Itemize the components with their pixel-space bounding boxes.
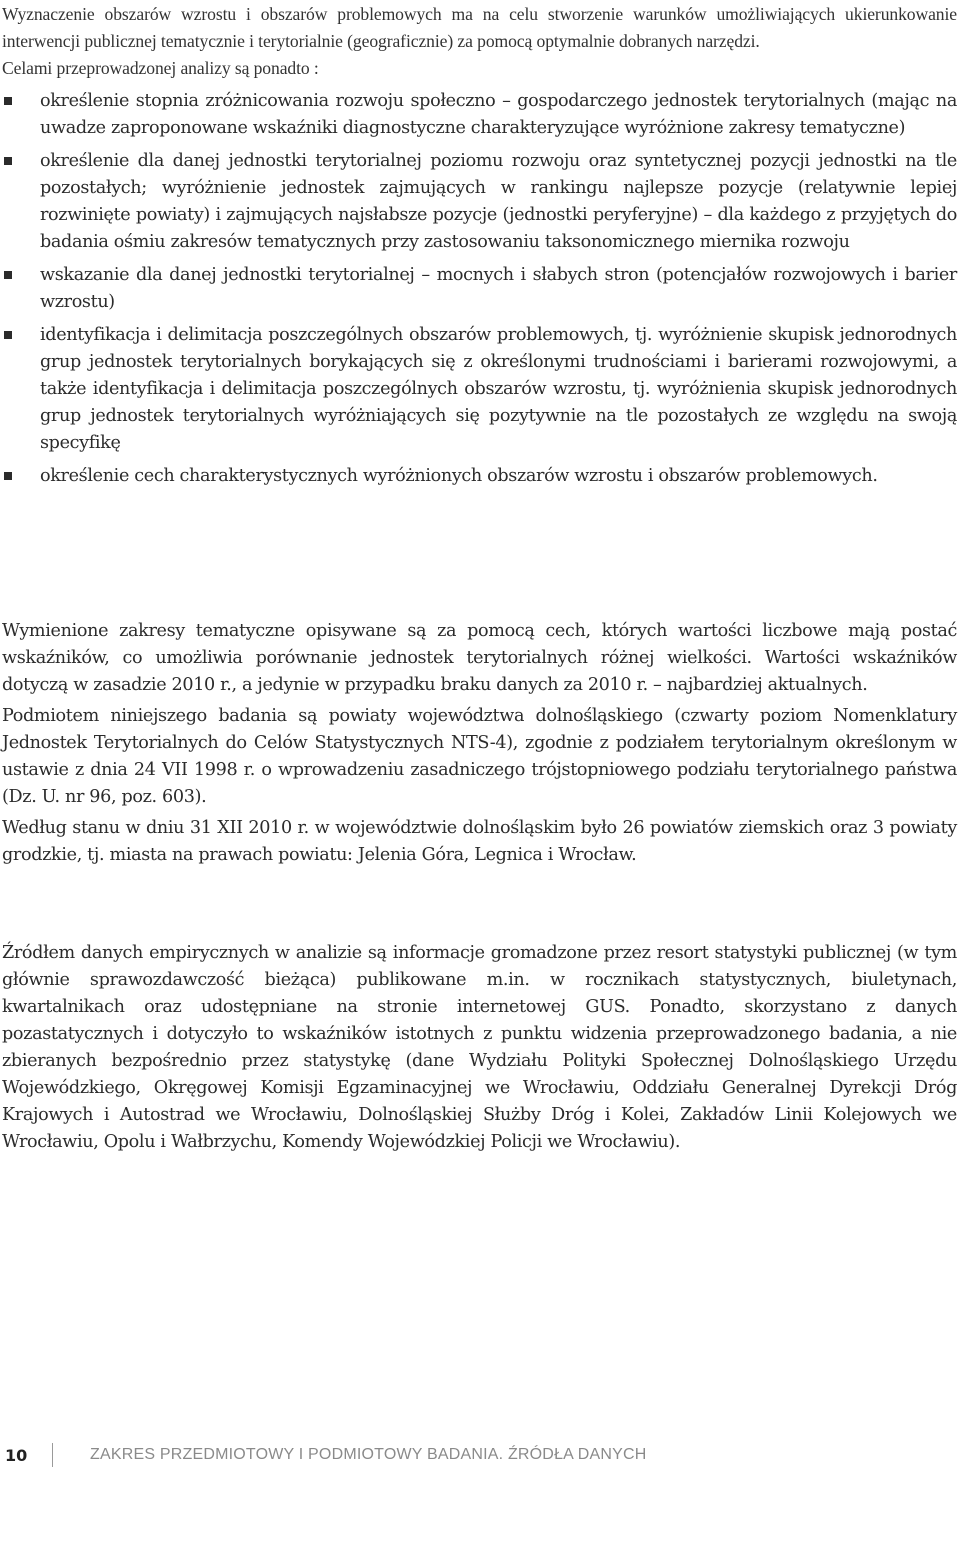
list-item-text: wskazanie dla danej jednostki terytorialnej – mocnych i słabych stron (potencjałów rozwojowych i barier wzrostu) xyxy=(40,265,957,312)
list-item xyxy=(2,148,957,256)
list-item-text: określenie cech charakterystycznych wyróżnionych obszarów wzrostu i obszarów problemowych. xyxy=(40,466,878,486)
counties-paragraph: Według stanu w dniu 31 XII 2010 r. w województwie dolnośląskim było 26 powiatów ziemskich oraz 3 powiaty grodzkie, tj. miasta na prawach powiatu: Jelenia Góra, Legnica i Wrocław. xyxy=(2,818,957,865)
square-bullet-icon xyxy=(4,157,12,165)
goals-list xyxy=(2,88,957,490)
page-number: 10 xyxy=(5,1446,28,1465)
list-item xyxy=(2,463,957,490)
footer-divider xyxy=(52,1443,53,1467)
sources-paragraph: Źródłem danych empirycznych w analizie są informacje gromadzone przez resort statystyki publicznej (w tym głównie sprawozdawczość bieżąca) publikowane m.in. w rocznikach statystycznych, biuletynach, kwartalnikach oraz udostępniane na stronie internetowej GUS. Ponadto, skorzystano z danych pozastatycznych i dotyczyło to wskaźników istotnych z punktu widzenia przeprowadzonego badania, a nie zbieranych bezpośrednio przez statystykę (dane Wydziału Polityki Społecznej Dolnośląskiego Urzędu Wojewódzkiego, Okręgowej Komisji Egzaminacyjnej we Wrocławiu, Oddziału Generalnej Dyrekcji Dróg Krajowych i Autostrad we Wrocławiu, Dolnośląskiej Służby Dróg i Kolei, Zakładów Linii Kolejowych we Wrocławiu, Opolu i Wałbrzychu, Komendy Wojewódzkiej Policji we Wrocławiu). xyxy=(2,943,957,1152)
intro-paragraph: Wyznaczenie obszarów wzrostu i obszarów problemowych ma na celu stworzenie warunków umożliwiających ukierunkowanie interwencji publicznej tematycznie i terytorialnie (geograficznie) za pomocą optymalnie dobranych narzędzi. xyxy=(2,4,957,51)
list-item xyxy=(2,262,957,316)
list-item xyxy=(2,322,957,457)
indicators-paragraph: Wymienione zakresy tematyczne opisywane są za pomocą cech, których wartości liczbowe mają postać wskaźników, co umożliwia porównanie jednostek terytorialnych różnej wielkości. Wartości wskaźników dotyczą w zasadzie 2010 r., a jedynie w przypadku braku danych za 2010 r. – najbardziej aktualnych. xyxy=(2,621,957,695)
list-item-text: określenie dla danej jednostki terytorialnej poziomu rozwoju oraz syntetycznej pozycji jednostki na tle pozostałych; wyróżnienie jednostek zajmujących w rankingu najlepsze pozycje (relatywnie lepiej rozwinięte powiaty) i zajmujących najsłabsze pozycje (jednostki peryferyjne) – dla każdego z przyjętych do badania ośmiu zakresów tematycznych przy zastosowaniu taksonomicznego miernika rozwoju xyxy=(40,151,957,252)
square-bullet-icon xyxy=(4,331,12,339)
subject-paragraph: Podmiotem niniejszego badania są powiaty województwa dolnośląskiego (czwarty poziom Nomenklatury Jednostek Terytorialnych do Celów Statystycznych NTS-4), zgodnie z podziałem terytorialnym określonym w ustawie z dnia 24 VII 1998 r. o wprowadzeniu zasadniczego trójstopniowego podziału terytorialnego państwa (Dz. U. nr 96, poz. 603). xyxy=(2,706,957,807)
intro-section xyxy=(2,1,957,496)
sources-section xyxy=(2,940,957,1156)
square-bullet-icon xyxy=(4,97,12,105)
goals-lead: Celami przeprowadzonej analizy są ponadto : xyxy=(2,58,319,78)
footer-section-title: ZAKRES PRZEDMIOTOWY I PODMIOTOWY BADANIA. ŹRÓDŁA DANYCH xyxy=(90,1446,647,1463)
list-item xyxy=(2,88,957,142)
square-bullet-icon xyxy=(4,472,12,480)
list-item-text: identyfikacja i delimitacja poszczególnych obszarów problemowych, tj. wyróżnienie skupisk jednorodnych grup jednostek terytorialnych borykających się z określonymi trudnościami i barierami rozwojowymi, a także identyfikacja i delimitacja poszczególnych obszarów wzrostu, tj. wyróżnienia skupisk jednorodnych grup jednostek terytorialnych wyróżniających się pozytywnie na tle pozostałych ze względu na swoją specyfikę xyxy=(40,325,957,453)
square-bullet-icon xyxy=(4,271,12,279)
list-item-text: określenie stopnia zróżnicowania rozwoju społeczno – gospodarczego jednostek terytorialnych (mając na uwadze zaproponowane wskaźniki diagnostyczne charakteryzujące wyróżnione zakresy tematyczne) xyxy=(40,91,957,138)
scope-section xyxy=(2,618,957,873)
